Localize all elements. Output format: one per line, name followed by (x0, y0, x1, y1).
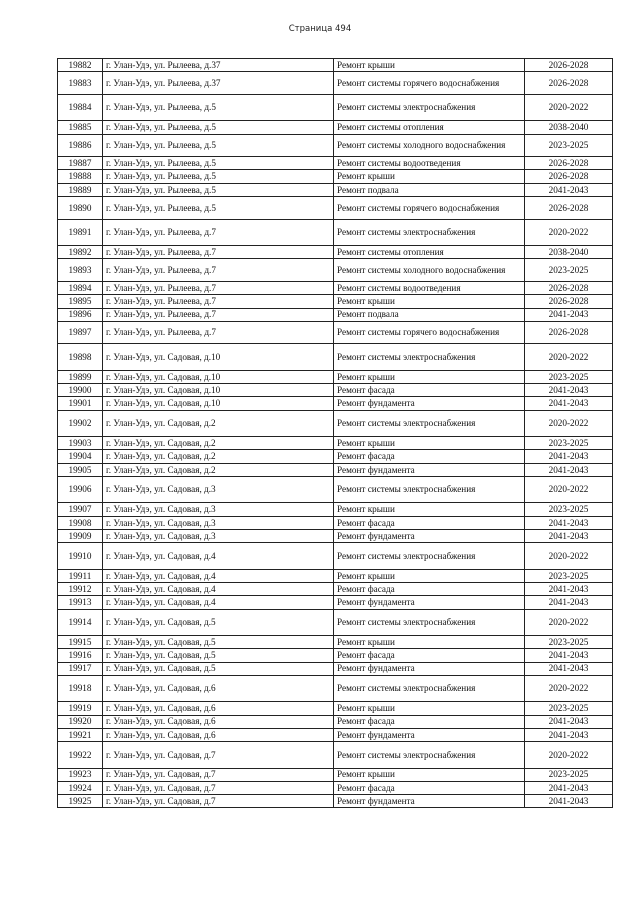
row-address: г. Улан-Удэ, ул. Садовая, д.2 (103, 463, 334, 476)
row-address: г. Улан-Удэ, ул. Садовая, д.7 (103, 768, 334, 781)
table-row (58, 702, 613, 715)
row-number: 19898 (58, 344, 103, 370)
row-period: 2041-2043 (525, 463, 613, 476)
row-address: г. Улан-Удэ, ул. Рылеева, д.5 (103, 183, 334, 196)
row-work-type: Ремонт системы электроснабжения (334, 219, 525, 245)
row-work-type: Ремонт фундамента (334, 728, 525, 741)
row-period: 2041-2043 (525, 662, 613, 675)
row-work-type: Ремонт системы горячего водоснабжения (334, 197, 525, 220)
row-work-type: Ремонт крыши (334, 569, 525, 582)
row-address: г. Улан-Удэ, ул. Садовая, д.10 (103, 344, 334, 370)
row-number: 19907 (58, 503, 103, 516)
table-row (58, 410, 613, 436)
table-row (58, 183, 613, 196)
row-address: г. Улан-Удэ, ул. Садовая, д.3 (103, 516, 334, 529)
row-period: 2041-2043 (525, 728, 613, 741)
row-address: г. Улан-Удэ, ул. Рылеева, д.7 (103, 281, 334, 294)
row-work-type: Ремонт системы отопления (334, 246, 525, 259)
table-row (58, 437, 613, 450)
row-period: 2041-2043 (525, 516, 613, 529)
row-work-type: Ремонт системы электроснабжения (334, 94, 525, 120)
table-row (58, 197, 613, 220)
row-work-type: Ремонт фасада (334, 516, 525, 529)
row-work-type: Ремонт системы электроснабжения (334, 543, 525, 569)
row-work-type: Ремонт системы горячего водоснабжения (334, 321, 525, 344)
row-work-type: Ремонт крыши (334, 59, 525, 72)
row-number: 19890 (58, 197, 103, 220)
table-row (58, 259, 613, 282)
row-number: 19891 (58, 219, 103, 245)
row-work-type: Ремонт крыши (334, 370, 525, 383)
table-row (58, 295, 613, 308)
row-address: г. Улан-Удэ, ул. Садовая, д.5 (103, 662, 334, 675)
row-work-type: Ремонт системы горячего водоснабжения (334, 72, 525, 95)
table-row (58, 157, 613, 170)
row-period: 2020-2022 (525, 410, 613, 436)
row-work-type: Ремонт подвала (334, 308, 525, 321)
row-address: г. Улан-Удэ, ул. Садовая, д.2 (103, 410, 334, 436)
row-period: 2023-2025 (525, 569, 613, 582)
row-work-type: Ремонт крыши (334, 437, 525, 450)
table-row (58, 121, 613, 134)
row-number: 19915 (58, 635, 103, 648)
row-work-type: Ремонт системы водоотведения (334, 157, 525, 170)
row-period: 2041-2043 (525, 596, 613, 609)
row-work-type: Ремонт системы электроснабжения (334, 675, 525, 701)
repair-schedule-table (57, 58, 613, 808)
row-period: 2023-2025 (525, 370, 613, 383)
row-period: 2026-2028 (525, 170, 613, 183)
table-row (58, 569, 613, 582)
row-address: г. Улан-Удэ, ул. Садовая, д.4 (103, 543, 334, 569)
row-work-type: Ремонт подвала (334, 183, 525, 196)
row-number: 19916 (58, 649, 103, 662)
table-row (58, 134, 613, 157)
table-row (58, 596, 613, 609)
table-row (58, 529, 613, 542)
row-work-type: Ремонт системы электроснабжения (334, 476, 525, 502)
row-number: 19887 (58, 157, 103, 170)
row-address: г. Улан-Удэ, ул. Рылеева, д.5 (103, 157, 334, 170)
row-period: 2041-2043 (525, 649, 613, 662)
row-address: г. Улан-Удэ, ул. Садовая, д.10 (103, 384, 334, 397)
row-number: 19885 (58, 121, 103, 134)
row-address: г. Улан-Удэ, ул. Рылеева, д.7 (103, 246, 334, 259)
row-period: 2041-2043 (525, 384, 613, 397)
row-number: 19924 (58, 781, 103, 794)
row-work-type: Ремонт фундамента (334, 529, 525, 542)
row-work-type: Ремонт системы электроснабжения (334, 609, 525, 635)
row-work-type: Ремонт крыши (334, 170, 525, 183)
table-row (58, 503, 613, 516)
row-period: 2020-2022 (525, 344, 613, 370)
row-address: г. Улан-Удэ, ул. Рылеева, д.5 (103, 170, 334, 183)
row-address: г. Улан-Удэ, ул. Садовая, д.5 (103, 649, 334, 662)
table-row (58, 384, 613, 397)
row-work-type: Ремонт фундамента (334, 463, 525, 476)
row-work-type: Ремонт фасада (334, 649, 525, 662)
row-period: 2041-2043 (525, 795, 613, 808)
row-address: г. Улан-Удэ, ул. Рылеева, д.7 (103, 321, 334, 344)
row-number: 19910 (58, 543, 103, 569)
row-period: 2041-2043 (525, 183, 613, 196)
row-number: 19913 (58, 596, 103, 609)
row-address: г. Улан-Удэ, ул. Садовая, д.2 (103, 437, 334, 450)
row-address: г. Улан-Удэ, ул. Садовая, д.7 (103, 742, 334, 768)
row-address: г. Улан-Удэ, ул. Садовая, д.3 (103, 476, 334, 502)
row-address: г. Улан-Удэ, ул. Садовая, д.6 (103, 675, 334, 701)
table-row (58, 662, 613, 675)
row-number: 19908 (58, 516, 103, 529)
row-number: 19893 (58, 259, 103, 282)
row-number: 19899 (58, 370, 103, 383)
table-row (58, 450, 613, 463)
row-period: 2020-2022 (525, 219, 613, 245)
row-number: 19918 (58, 675, 103, 701)
row-period: 2023-2025 (525, 635, 613, 648)
row-address: г. Улан-Удэ, ул. Рылеева, д.37 (103, 59, 334, 72)
row-period: 2041-2043 (525, 582, 613, 595)
row-number: 19925 (58, 795, 103, 808)
row-period: 2023-2025 (525, 259, 613, 282)
table-row (58, 715, 613, 728)
row-address: г. Улан-Удэ, ул. Садовая, д.6 (103, 702, 334, 715)
table-row (58, 768, 613, 781)
table-row (58, 649, 613, 662)
row-number: 19911 (58, 569, 103, 582)
row-work-type: Ремонт крыши (334, 295, 525, 308)
table-row (58, 370, 613, 383)
row-address: г. Улан-Удэ, ул. Садовая, д.5 (103, 609, 334, 635)
row-period: 2038-2040 (525, 121, 613, 134)
row-number: 19882 (58, 59, 103, 72)
row-address: г. Улан-Удэ, ул. Рылеева, д.5 (103, 134, 334, 157)
row-number: 19920 (58, 715, 103, 728)
table-row (58, 308, 613, 321)
row-number: 19888 (58, 170, 103, 183)
row-work-type: Ремонт фасада (334, 781, 525, 794)
table-row (58, 742, 613, 768)
row-work-type: Ремонт системы электроснабжения (334, 410, 525, 436)
row-number: 19904 (58, 450, 103, 463)
row-address: г. Улан-Удэ, ул. Садовая, д.4 (103, 582, 334, 595)
row-period: 2020-2022 (525, 476, 613, 502)
row-period: 2026-2028 (525, 295, 613, 308)
row-number: 19919 (58, 702, 103, 715)
row-address: г. Улан-Удэ, ул. Садовая, д.3 (103, 529, 334, 542)
row-address: г. Улан-Удэ, ул. Рылеева, д.7 (103, 308, 334, 321)
table-row (58, 94, 613, 120)
row-work-type: Ремонт фундамента (334, 397, 525, 410)
table-row (58, 59, 613, 72)
row-work-type: Ремонт фундамента (334, 662, 525, 675)
row-number: 19889 (58, 183, 103, 196)
table-row (58, 476, 613, 502)
row-number: 19914 (58, 609, 103, 635)
row-period: 2026-2028 (525, 72, 613, 95)
row-work-type: Ремонт крыши (334, 768, 525, 781)
row-period: 2023-2025 (525, 134, 613, 157)
row-address: г. Улан-Удэ, ул. Садовая, д.3 (103, 503, 334, 516)
row-number: 19897 (58, 321, 103, 344)
row-work-type: Ремонт крыши (334, 702, 525, 715)
row-work-type: Ремонт крыши (334, 503, 525, 516)
table-row (58, 463, 613, 476)
row-number: 19883 (58, 72, 103, 95)
row-number: 19900 (58, 384, 103, 397)
page-header: Страница 494 (288, 24, 352, 34)
row-work-type: Ремонт системы водоотведения (334, 281, 525, 294)
row-period: 2023-2025 (525, 437, 613, 450)
table-row (58, 516, 613, 529)
row-number: 19909 (58, 529, 103, 542)
row-number: 19923 (58, 768, 103, 781)
row-address: г. Улан-Удэ, ул. Рылеева, д.37 (103, 72, 334, 95)
row-address: г. Улан-Удэ, ул. Садовая, д.4 (103, 569, 334, 582)
row-work-type: Ремонт фасада (334, 715, 525, 728)
row-period: 2023-2025 (525, 702, 613, 715)
row-work-type: Ремонт фасада (334, 384, 525, 397)
row-address: г. Улан-Удэ, ул. Садовая, д.2 (103, 450, 334, 463)
row-period: 2041-2043 (525, 529, 613, 542)
row-period: 2020-2022 (525, 609, 613, 635)
table-row (58, 281, 613, 294)
row-number: 19902 (58, 410, 103, 436)
row-address: г. Улан-Удэ, ул. Садовая, д.6 (103, 728, 334, 741)
table-row (58, 675, 613, 701)
row-work-type: Ремонт фундамента (334, 596, 525, 609)
row-number: 19896 (58, 308, 103, 321)
row-period: 2041-2043 (525, 450, 613, 463)
table-row (58, 72, 613, 95)
row-period: 2026-2028 (525, 321, 613, 344)
row-work-type: Ремонт системы холодного водоснабжения (334, 134, 525, 157)
row-number: 19901 (58, 397, 103, 410)
row-period: 2041-2043 (525, 715, 613, 728)
row-work-type: Ремонт системы отопления (334, 121, 525, 134)
row-number: 19917 (58, 662, 103, 675)
row-period: 2026-2028 (525, 157, 613, 170)
row-address: г. Улан-Удэ, ул. Садовая, д.5 (103, 635, 334, 648)
table-row (58, 582, 613, 595)
table-row (58, 781, 613, 794)
row-period: 2026-2028 (525, 281, 613, 294)
row-address: г. Улан-Удэ, ул. Рылеева, д.5 (103, 197, 334, 220)
row-period: 2041-2043 (525, 781, 613, 794)
row-address: г. Улан-Удэ, ул. Рылеева, д.7 (103, 259, 334, 282)
table-row (58, 795, 613, 808)
row-period: 2020-2022 (525, 543, 613, 569)
row-period: 2020-2022 (525, 675, 613, 701)
table-row (58, 543, 613, 569)
row-number: 19894 (58, 281, 103, 294)
row-number: 19903 (58, 437, 103, 450)
row-period: 2026-2028 (525, 59, 613, 72)
row-period: 2041-2043 (525, 397, 613, 410)
row-address: г. Улан-Удэ, ул. Рылеева, д.7 (103, 295, 334, 308)
row-address: г. Улан-Удэ, ул. Садовая, д.10 (103, 397, 334, 410)
table-row (58, 635, 613, 648)
row-address: г. Улан-Удэ, ул. Садовая, д.4 (103, 596, 334, 609)
row-period: 2023-2025 (525, 768, 613, 781)
row-work-type: Ремонт системы электроснабжения (334, 742, 525, 768)
table-row (58, 397, 613, 410)
table-row (58, 344, 613, 370)
row-number: 19921 (58, 728, 103, 741)
row-work-type: Ремонт фасада (334, 450, 525, 463)
row-period: 2020-2022 (525, 742, 613, 768)
table-row (58, 219, 613, 245)
row-period: 2038-2040 (525, 246, 613, 259)
row-address: г. Улан-Удэ, ул. Садовая, д.7 (103, 795, 334, 808)
table-row (58, 609, 613, 635)
row-number: 19905 (58, 463, 103, 476)
row-number: 19912 (58, 582, 103, 595)
table-row (58, 246, 613, 259)
row-address: г. Улан-Удэ, ул. Садовая, д.10 (103, 370, 334, 383)
table-row (58, 321, 613, 344)
row-period: 2026-2028 (525, 197, 613, 220)
row-work-type: Ремонт фундамента (334, 795, 525, 808)
row-work-type: Ремонт системы электроснабжения (334, 344, 525, 370)
row-address: г. Улан-Удэ, ул. Садовая, д.7 (103, 781, 334, 794)
row-number: 19892 (58, 246, 103, 259)
row-address: г. Улан-Удэ, ул. Рылеева, д.7 (103, 219, 334, 245)
row-period: 2020-2022 (525, 94, 613, 120)
row-number: 19922 (58, 742, 103, 768)
row-work-type: Ремонт системы холодного водоснабжения (334, 259, 525, 282)
row-address: г. Улан-Удэ, ул. Рылеева, д.5 (103, 94, 334, 120)
table-row (58, 728, 613, 741)
row-period: 2023-2025 (525, 503, 613, 516)
row-work-type: Ремонт крыши (334, 635, 525, 648)
row-work-type: Ремонт фасада (334, 582, 525, 595)
table-row (58, 170, 613, 183)
row-number: 19884 (58, 94, 103, 120)
table-body (58, 59, 613, 808)
row-number: 19886 (58, 134, 103, 157)
row-period: 2041-2043 (525, 308, 613, 321)
row-number: 19895 (58, 295, 103, 308)
row-number: 19906 (58, 476, 103, 502)
row-address: г. Улан-Удэ, ул. Рылеева, д.5 (103, 121, 334, 134)
row-address: г. Улан-Удэ, ул. Садовая, д.6 (103, 715, 334, 728)
